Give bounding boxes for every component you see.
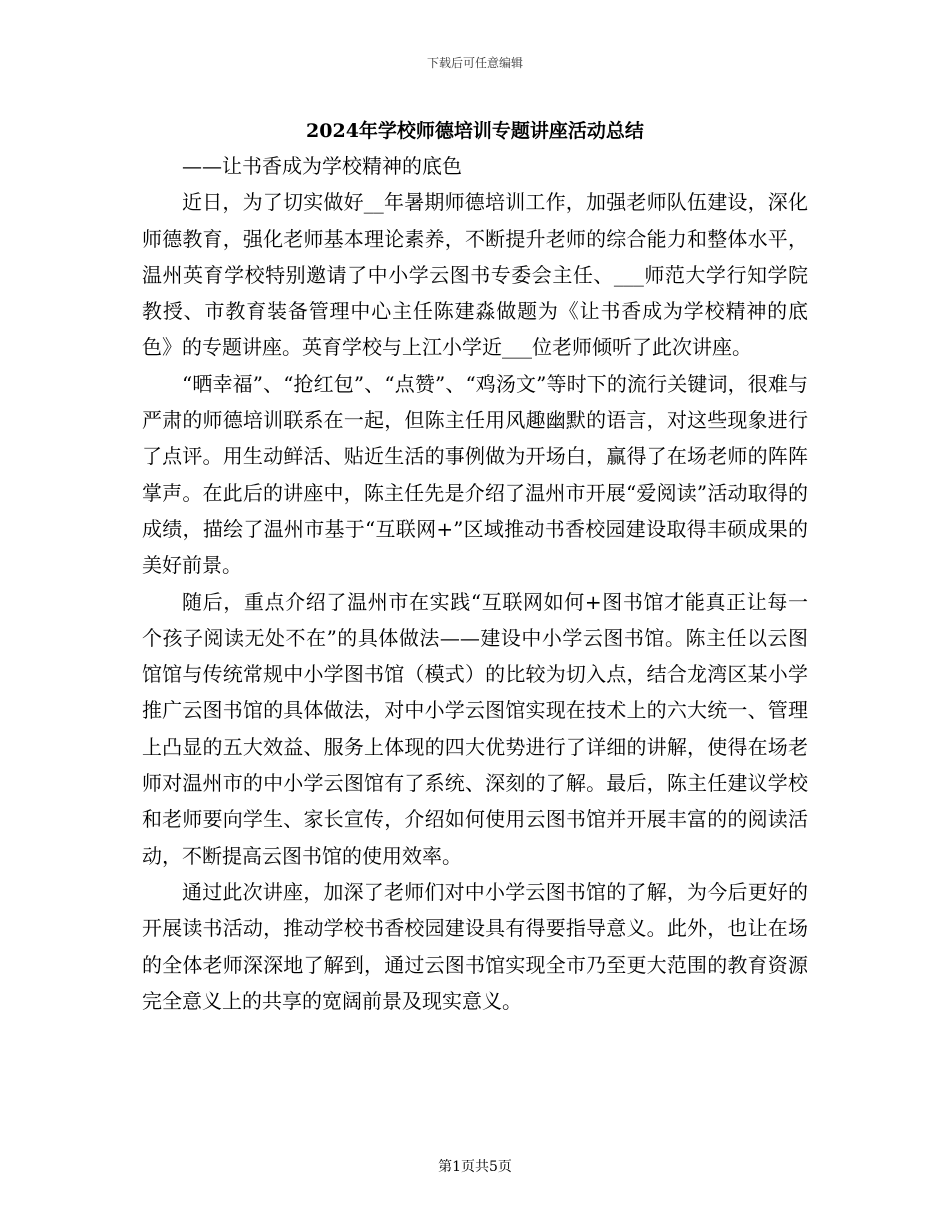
document-body [142, 148, 808, 1019]
paragraph-2: “晒幸福”、“抢红包”、“点赞”、“鸡汤文”等时下的流行关键词，很难与严肃的师德培训联系在一起，但陈主任用风趣幽默的语言，对这些现象进行了点评。用生动鲜活、贴近生活的事例做为开场白，赢得了在场老师的阵阵掌声。在此后的讲座中，陈主任先是介绍了温州市开展“爱阅读”活动取得的成绩，描绘了温州市基于“互联网+”区域推动书香校园建设取得丰硕成果的美好前景。 [142, 371, 808, 578]
document-title: 2024年学校师德培训专题讲座活动总结 [306, 120, 644, 142]
paragraph-3: 随后，重点介绍了温州市在实践“互联网如何+图书馆才能真正让每一个孩子阅读无处不在”的具体做法——建设中小学云图书馆。陈主任以云图馆馆与传统常规中小学图书馆（模式）的比较为切入点，结合龙湾区某小学推广云图书馆的具体做法，对中小学云图馆实现在技术上的六大统一、管理上凸显的五大效益、服务上体现的四大优势进行了详细的讲解，使得在场老师对温州市的中小学云图馆有了系统、深刻的了解。最后，陈主任建议学校和老师要向学生、家长宣传，介绍如何使用云图书馆并开展丰富的的阅读活动，不断提高云图书馆的使用效率。 [142, 589, 808, 868]
subtitle: ——让书香成为学校精神的底色 [182, 154, 462, 178]
page-header-note: 下载后可任意编辑 [426, 56, 523, 70]
page-number-footer: 第1页共5页 [438, 1159, 512, 1175]
paragraph-4: 通过此次讲座，加深了老师们对中小学云图书馆的了解，为今后更好的开展读书活动，推动学校书香校园建设具有得要指导意义。此外，也让在场的全体老师深深地了解到，通过云图书馆实现全市乃至更大范围的教育资源完全意义上的共享的宽阔前景及现实意义。 [142, 879, 808, 1013]
paragraph-1: 近日，为了切实做好__年暑期师德培训工作，加强老师队伍建设，深化师德教育，强化老师基本理论素养，不断提升老师的综合能力和整体水平，温州英育学校特别邀请了中小学云图书专委会主任、___师范大学行知学院教授、市教育装备管理中心主任陈建淼做题为《让书香成为学校精神的底色》的专题讲座。英育学校与上江小学近___位老师倾听了此次讲座。 [142, 190, 808, 360]
